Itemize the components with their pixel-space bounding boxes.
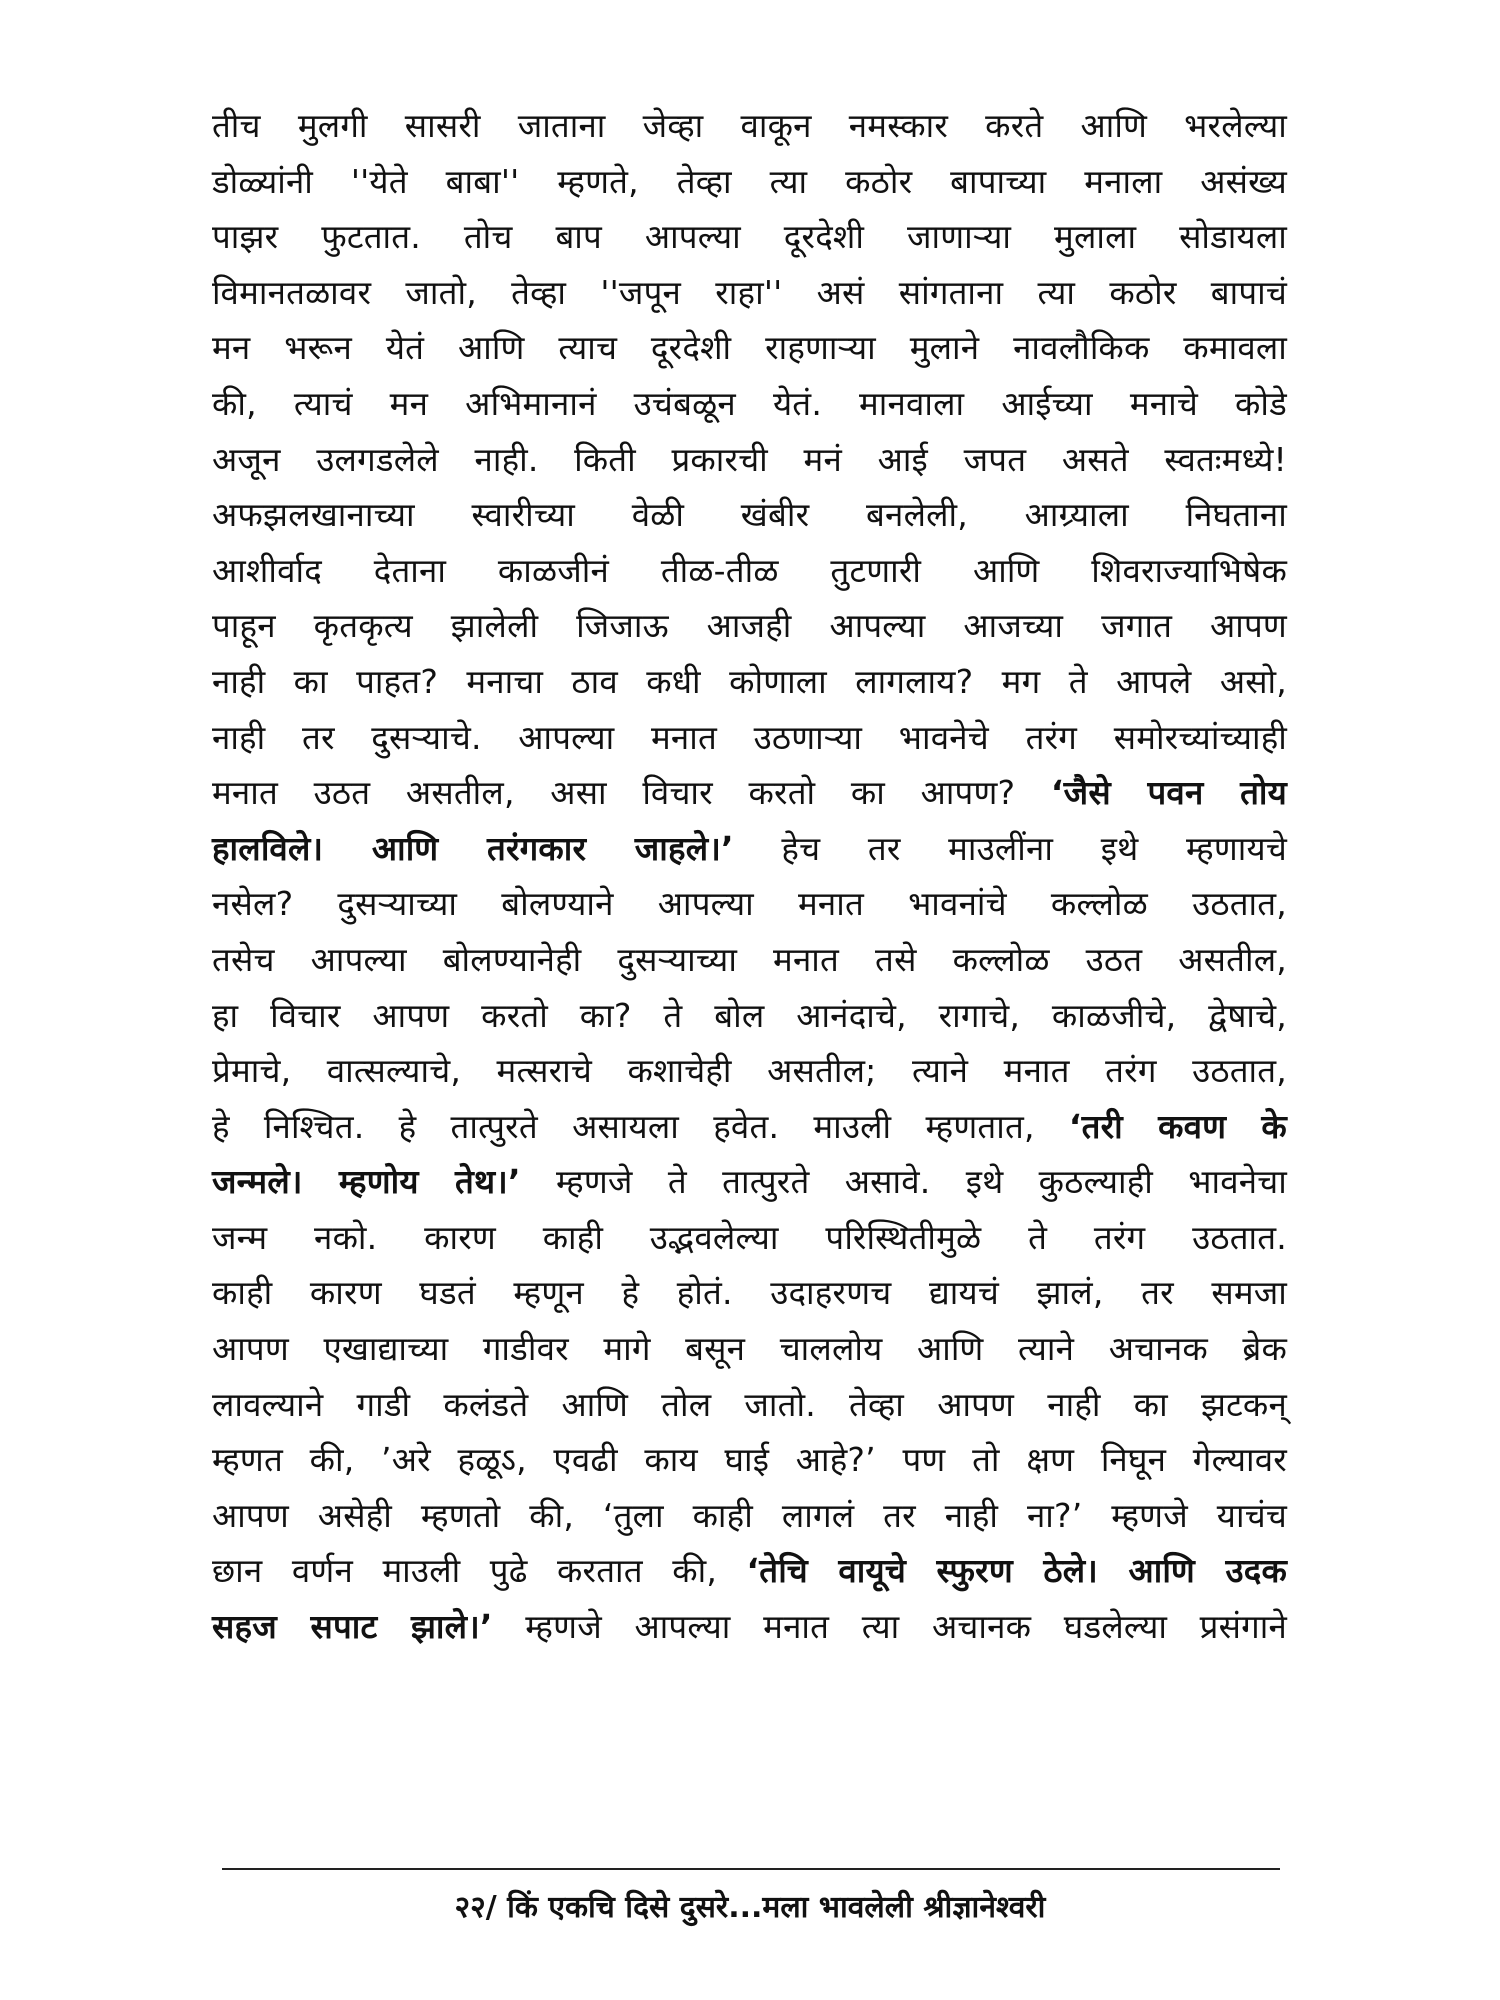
text-segment: आशीर्वाद देताना काळजीनं तीळ-तीळ तुटणारी आणि शिवराज्याभिषेक [212, 550, 1287, 590]
bold-quote: ‘जैसे पवन तोय [1050, 773, 1287, 813]
text-segment: लावल्याने गाडी कलंडते आणि तोल जातो. तेव्हा आपण नाही का झटकन् [212, 1384, 1287, 1424]
text-line [212, 1043, 1287, 1099]
text-segment: हा विचार आपण करतो का? ते बोल आनंदाचे, रागाचे, काळजीचे, द्वेषाचे, [212, 995, 1287, 1035]
text-segment: आपण असेही म्हणतो की, ‘तुला काही लागलं तर नाही ना?’ म्हणजे याचंच [212, 1495, 1287, 1535]
text-segment: मनात उठत असतील, असा विचार करतो का आपण? [212, 773, 1051, 813]
text-line [212, 821, 1287, 877]
text-segment: नसेल? दुसऱ्याच्या बोलण्याने आपल्या मनात भावनांचे कल्लोळ उठतात, [212, 884, 1287, 924]
text-line [212, 1432, 1287, 1488]
text-segment: नाही का पाहत? मनाचा ठाव कधी कोणाला लागलाय? मग ते आपले असो, [212, 661, 1287, 701]
bold-quote: ‘तरी कवण के [1068, 1106, 1287, 1146]
text-segment: अजून उलगडलेले नाही. किती प्रकारची मनं आई जपत असते स्वतःमध्ये! [212, 439, 1287, 479]
text-line [212, 765, 1287, 821]
text-line [212, 988, 1287, 1044]
text-line [212, 1377, 1287, 1433]
text-segment: म्हणत की, ’अरे हळूऽ, एवढी काय घाई आहे?’ पण तो क्षण निघून गेल्यावर [212, 1440, 1287, 1480]
text-line [212, 209, 1287, 265]
text-line [212, 376, 1287, 432]
text-line [212, 876, 1287, 932]
text-line [212, 1488, 1287, 1544]
text-segment: तीच मुलगी सासरी जाताना जेव्हा वाकून नमस्कार करते आणि भरलेल्या [212, 106, 1287, 145]
text-line [212, 1543, 1287, 1599]
text-segment: म्हणजे ते तात्पुरते असावे. इथे कुठल्याही भावनेचा [520, 1162, 1287, 1202]
text-segment: छान वर्णन माउली पुढे करतात की, [212, 1551, 747, 1591]
footer-divider [222, 1868, 1280, 1870]
text-segment: म्हणजे आपल्या मनात त्या अचानक घडलेल्या प्रसंगाने [492, 1607, 1288, 1647]
bold-quote: सहज सपाट झाले।’ [212, 1607, 493, 1647]
text-segment: तसेच आपल्या बोलण्यानेही दुसऱ्याच्या मनात तसे कल्लोळ उठत असतील, [212, 939, 1287, 979]
page-footer: २२/ किं एकचि दिसे दुसरे...मला भावलेली श्रीज्ञानेश्वरी [454, 1890, 1046, 1925]
text-segment: मन भरून येतं आणि त्याच दूरदेशी राहणाऱ्या मुलाने नावलौकिक कमावला [212, 328, 1287, 368]
text-segment: अफझलखानाच्या स्वारीच्या वेळी खंबीर बनलेली, आग्र्याला निघताना [212, 495, 1287, 535]
text-segment: जन्म नको. कारण काही उद्भवलेल्या परिस्थितीमुळे ते तरंग उठतात. [212, 1217, 1287, 1257]
text-segment: की, त्याचं मन अभिमानानं उचंबळून येतं. मानवाला आईच्या मनाचे कोडे [212, 383, 1287, 423]
text-line [212, 1321, 1287, 1377]
text-line [212, 1265, 1287, 1321]
text-line [212, 710, 1287, 766]
text-line [212, 1154, 1287, 1210]
text-segment: पाझर फुटतात. तोच बाप आपल्या दूरदेशी जाणाऱ्या मुलाला सोडायला [212, 217, 1287, 257]
text-line [212, 1599, 1287, 1655]
text-line [212, 543, 1287, 599]
text-line [212, 98, 1287, 154]
text-segment: आपण एखाद्याच्या गाडीवर मागे बसून चाललोय आणि त्याने अचानक ब्रेक [212, 1329, 1287, 1369]
bold-quote: जन्मले। म्हणोय तेथ।’ [212, 1162, 521, 1202]
text-segment: डोळ्यांनी ''येते बाबा'' म्हणते, तेव्हा त्या कठोर बापाच्या मनाला असंख्य [212, 161, 1287, 201]
body-text [212, 98, 1287, 1655]
text-line [212, 1210, 1287, 1266]
text-line [212, 320, 1287, 376]
text-line [212, 1099, 1287, 1155]
bold-quote: ‘तेचि वायूचे स्फुरण ठेले। आणि उदक [746, 1551, 1287, 1591]
text-line [212, 654, 1287, 710]
text-line [212, 154, 1287, 210]
text-line [212, 265, 1287, 321]
text-line [212, 932, 1287, 988]
text-line [212, 487, 1287, 543]
text-segment: विमानतळावर जातो, तेव्हा ''जपून राहा'' असं सांगताना त्या कठोर बापाचं [212, 272, 1287, 312]
text-line [212, 432, 1287, 488]
bold-quote: हालविले। आणि तरंगकार जाहले।’ [212, 828, 734, 868]
text-segment: प्रेमाचे, वात्सल्याचे, मत्सराचे कशाचेही असतील; त्याने मनात तरंग उठतात, [212, 1051, 1287, 1091]
text-segment: नाही तर दुसऱ्याचे. आपल्या मनात उठणाऱ्या भावनेचे तरंग समोरच्यांच्याही [212, 717, 1287, 757]
text-segment: हे निश्चित. हे तात्पुरते असायला हवेत. माउली म्हणतात, [212, 1106, 1069, 1146]
text-line [212, 598, 1287, 654]
text-segment: पाहून कृतकृत्य झालेली जिजाऊ आजही आपल्या आजच्या जगात आपण [212, 606, 1287, 646]
text-segment: काही कारण घडतं म्हणून हे होतं. उदाहरणच द्यायचं झालं, तर समजा [212, 1273, 1287, 1313]
text-segment: हेच तर माउलींना इथे म्हणायचे [733, 828, 1287, 868]
